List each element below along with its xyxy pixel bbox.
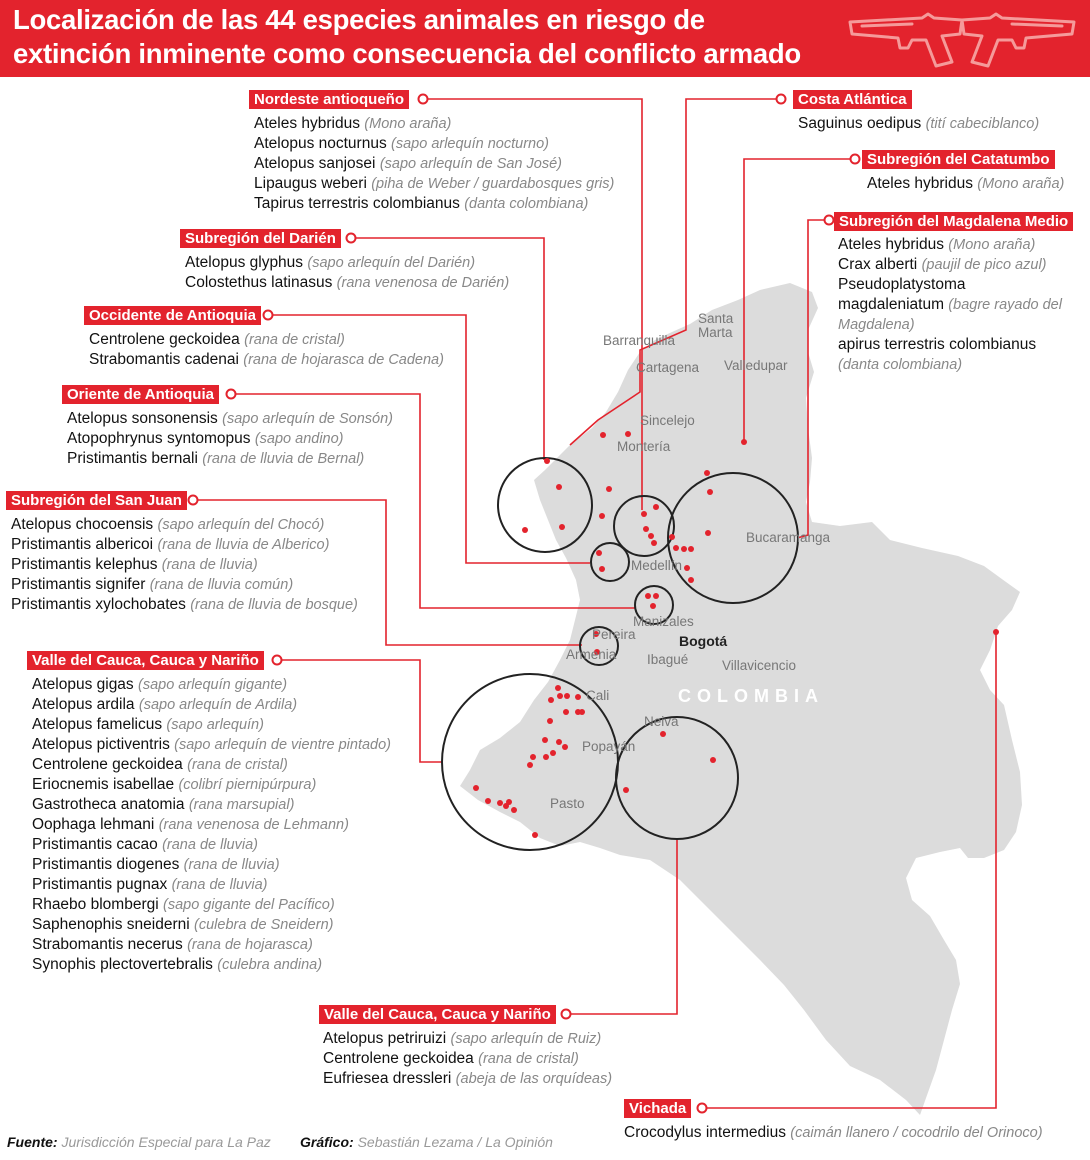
- title-line-1: Localización de las 44 especies animales en riesgo de: [13, 4, 705, 35]
- species-item: Atelopus sonsonensis (sapo arlequín de Sonsón): [67, 410, 394, 427]
- city-label-cartagena: Cartagena: [636, 360, 700, 375]
- species-item: Pristimantis bernali (rana de lluvia de Bernal): [67, 450, 365, 467]
- species-item: Strabomantis cadenai (rana de hojarasca de Cadena): [89, 351, 444, 368]
- city-label-ibague: Ibagué: [647, 652, 689, 667]
- species-item: Magdalena): [838, 317, 915, 333]
- city-label-manizales: Manizales: [633, 614, 694, 629]
- species-item: Atelopus nocturnus (sapo arlequín nocturno): [254, 135, 550, 152]
- species-item: Pristimantis pugnax (rana de lluvia): [32, 876, 268, 893]
- species-item: Centrolene geckoidea (rana de cristal): [323, 1050, 579, 1067]
- title-line-2: extinción inminente como consecuencia del conflicto armado: [13, 38, 801, 69]
- species-item: Saphenophis sneiderni (culebra de Sneidern): [32, 916, 334, 933]
- city-label-pereira: Pereira: [592, 627, 636, 642]
- region-occidente-antioquia: [84, 306, 444, 370]
- region-tag: Costa Atlántica: [793, 90, 912, 109]
- region-tag: Vichada: [624, 1099, 691, 1118]
- species-item: Atopophrynus syntomopus (sapo andino): [67, 430, 344, 447]
- capital-label-bogota: Bogotá: [679, 633, 728, 649]
- species-item: Crax alberti (paujil de pico azul): [838, 256, 1047, 273]
- country-label: COLOMBIA: [678, 686, 824, 706]
- species-item: apirus terrestris colombianus: [838, 336, 1037, 353]
- city-label-cali: Cali: [586, 688, 610, 703]
- city-label-santa-marta-2: Marta: [698, 325, 733, 340]
- region-tag: Subregión del Darién: [180, 229, 341, 248]
- region-costa-atlantica: [793, 90, 1039, 134]
- city-label-sincelejo: Sincelejo: [640, 413, 695, 428]
- species-item: Atelopus glyphus (sapo arlequín del Darién): [185, 254, 476, 271]
- source-credit: Fuente: Jurisdicción Especial para La Paz: [7, 1134, 271, 1150]
- city-label-popayan: Popayán: [582, 739, 636, 754]
- city-label-barranquilla: Barranquilla: [603, 333, 676, 348]
- city-label-santa-marta-1: Santa: [698, 311, 734, 326]
- species-item: Crocodylus intermedius (caimán llanero / cocodrilo del Orinoco): [624, 1124, 1043, 1141]
- region-tag: Oriente de Antioquia: [62, 385, 219, 404]
- species-item: Ateles hybridus (Mono araña): [838, 236, 1036, 253]
- species-item: Synophis plectovertebralis (culebra andina): [32, 956, 323, 973]
- species-item: Strabomantis necerus (rana de hojarasca): [32, 936, 313, 953]
- region-magdalena-medio: [834, 212, 1073, 375]
- species-item: Oophaga lehmani (rana venenosa de Lehmann): [32, 816, 349, 833]
- species-item: Eufriesea dressleri (abeja de las orquídeas): [323, 1070, 613, 1087]
- city-label-pasto: Pasto: [550, 796, 585, 811]
- species-item: Saguinus oedipus (tití cabeciblanco): [798, 115, 1040, 132]
- species-item: Pseudoplatystoma: [838, 276, 966, 293]
- region-tag: Subregión del Catatumbo: [862, 150, 1055, 169]
- city-label-bucaramanga: Bucaramanga: [746, 530, 831, 545]
- species-item: magdaleniatum (bagre rayado del: [838, 296, 1062, 313]
- city-label-monteria: Montería: [617, 439, 671, 454]
- city-label-neiva: Neiva: [644, 714, 679, 729]
- species-item: Pristimantis albericoi (rana de lluvia de Alberico): [11, 536, 330, 553]
- species-item: Pristimantis cacao (rana de lluvia): [32, 836, 258, 853]
- species-item: Pristimantis kelephus (rana de lluvia): [11, 556, 258, 573]
- region-nordeste-antioqueno: [249, 90, 614, 214]
- species-item: Pristimantis diogenes (rana de lluvia): [32, 856, 280, 873]
- graphic-credit: Gráfico: Sebastián Lezama / La Opinión: [300, 1134, 553, 1150]
- region-tag: Subregión del Magdalena Medio: [834, 212, 1073, 231]
- species-item: Atelopus sanjosei (sapo arlequín de San José): [254, 155, 562, 172]
- region-tag: Valle del Cauca, Cauca y Nariño: [27, 651, 264, 670]
- city-label-villavicencio: Villavicencio: [722, 658, 797, 673]
- region-san-juan: [6, 491, 358, 615]
- region-tag: Valle del Cauca, Cauca y Nariño: [319, 1005, 556, 1024]
- species-item: Atelopus ardila (sapo arlequín de Ardila): [32, 696, 298, 713]
- species-item: Atelopus famelicus (sapo arlequín): [32, 716, 264, 733]
- species-item: Pristimantis xylochobates (rana de lluvia de bosque): [11, 596, 358, 613]
- species-item: Atelopus gigas (sapo arlequín gigante): [32, 676, 288, 693]
- species-item: (danta colombiana): [838, 357, 963, 373]
- region-valle-cauca-narino-west: [27, 651, 391, 975]
- region-darien: [180, 229, 509, 293]
- species-item: Gastrotheca anatomia (rana marsupial): [32, 796, 295, 813]
- species-item: Ateles hybridus (Mono araña): [254, 115, 452, 132]
- region-tag: Occidente de Antioquia: [84, 306, 261, 325]
- region-catatumbo: [862, 150, 1064, 194]
- species-item: Colostethus latinasus (rana venenosa de Darién): [185, 274, 510, 291]
- species-item: Eriocnemis isabellae (colibrí piernipúrpura): [32, 776, 317, 793]
- region-tag: Nordeste antioqueño: [249, 90, 409, 109]
- species-item: Tapirus terrestris colombianus (danta colombiana): [254, 195, 589, 212]
- species-item: Ateles hybridus (Mono araña): [867, 175, 1065, 192]
- species-item: Centrolene geckoidea (rana de cristal): [89, 331, 345, 348]
- species-item: Atelopus petriruizi (sapo arlequín de Ruiz): [323, 1030, 602, 1047]
- species-item: Atelopus chocoensis (sapo arlequín del Chocó): [11, 516, 325, 533]
- species-item: Rhaebo blombergi (sapo gigante del Pacífico): [32, 896, 335, 913]
- region-tag: Subregión del San Juan: [6, 491, 187, 510]
- city-label-valledupar: Valledupar: [724, 358, 788, 373]
- species-item: Pristimantis signifer (rana de lluvia común): [11, 576, 294, 593]
- species-item: Atelopus pictiventris (sapo arlequín de vientre pintado): [32, 736, 391, 753]
- region-valle-cauca-narino-east: [319, 1005, 612, 1089]
- species-item: Lipaugus weberi (piha de Weber / guardabosques gris): [254, 175, 615, 192]
- region-oriente-antioquia: [62, 385, 393, 469]
- region-vichada: [624, 1099, 1043, 1143]
- city-label-medellin: Medellín: [631, 558, 683, 573]
- city-label-armenia: Armenia: [566, 647, 617, 662]
- species-item: Centrolene geckoidea (rana de cristal): [32, 756, 288, 773]
